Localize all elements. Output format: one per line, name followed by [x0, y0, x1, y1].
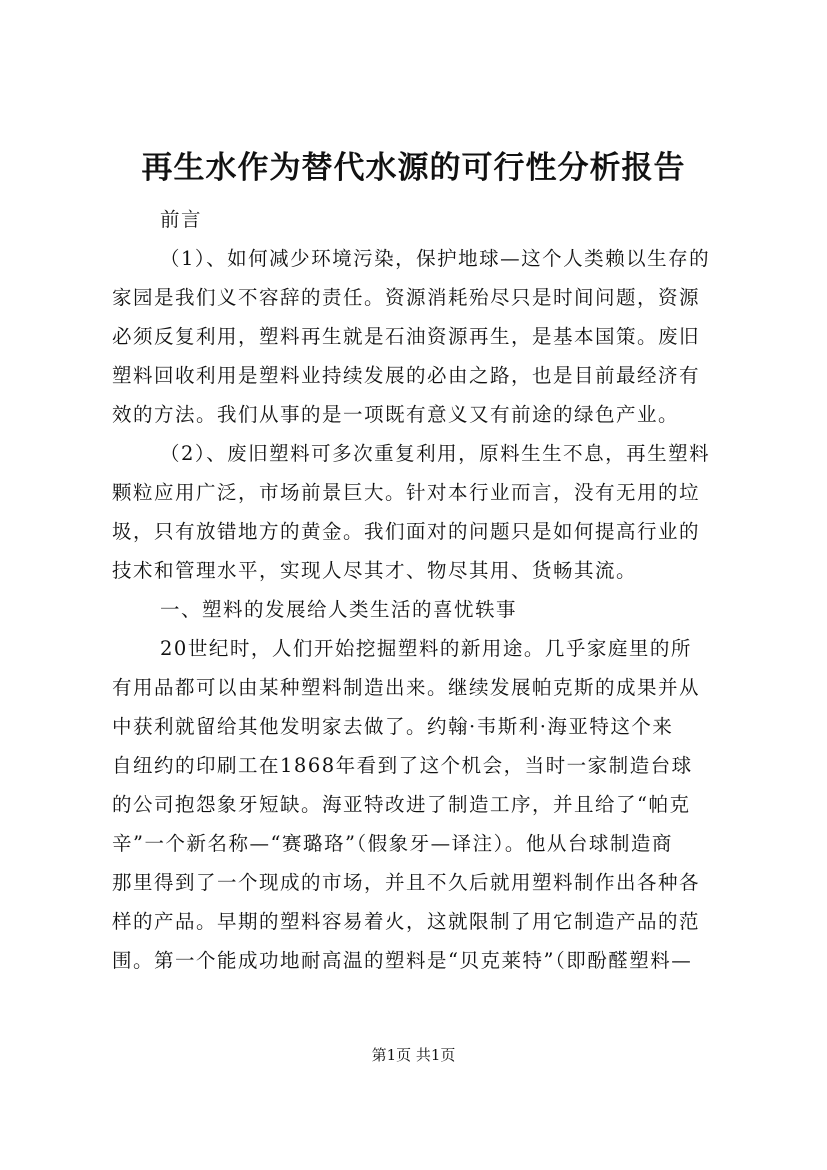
- text-line: 有用品都可以由某种塑料制造出来。继续发展帕克斯的成果并从: [112, 676, 701, 699]
- text-line: 那里得到了一个现成的市场，并且不久后就用塑料制作出各种各: [112, 871, 701, 894]
- page-footer: 第1页 共1页: [371, 1046, 456, 1064]
- text-line: （2）、废旧塑料可多次重复利用，原料生生不息，再生塑料: [160, 442, 711, 465]
- paragraph: [112, 434, 724, 590]
- text-line: 围。第一个能成功地耐高温的塑料是“贝克莱特”（即酚醛塑料—: [112, 949, 693, 972]
- paragraph: [112, 590, 724, 629]
- text-line: 辛”一个新名称—“赛璐珞”（假象牙—译注）。他从台球制造商: [112, 832, 673, 855]
- document-title: 再生水作为替代水源的可行性分析报告: [141, 150, 686, 186]
- text-line: 自纽约的印刷工在1868年看到了这个机会，当时一家制造台球: [112, 754, 693, 777]
- text-line: 中获利就留给其他发明家去做了。约翰·韦斯利·海亚特这个来: [112, 715, 674, 738]
- text-line: 的公司抱怨象牙短缺。海亚特改进了制造工序，并且给了“帕克: [112, 793, 691, 816]
- text-line: 圾，只有放错地方的黄金。我们面对的问题只是如何提高行业的: [112, 520, 701, 543]
- text-line: 前言: [160, 208, 203, 231]
- section-heading: 一、塑料的发展给人类生活的喜忧轶事: [160, 598, 518, 621]
- paragraph: [112, 239, 724, 434]
- text-line: 效的方法。我们从事的是一项既有意义又有前途的绿色产业。: [112, 403, 680, 426]
- text-line: 技术和管理水平，实现人尽其才、物尽其用、货畅其流。: [112, 559, 638, 582]
- text-line: 样的产品。早期的塑料容易着火，这就限制了用它制造产品的范: [112, 910, 701, 933]
- text-line: （1）、如何减少环境污染，保护地球—这个人类赖以生存的: [160, 247, 711, 270]
- text-line: 颗粒应用广泛，市场前景巨大。针对本行业而言，没有无用的垃: [112, 481, 701, 504]
- paragraph: [112, 629, 724, 980]
- text-line: 必须反复利用，塑料再生就是石油资源再生，是基本国策。废旧: [112, 325, 701, 348]
- text-line: 塑料回收利用是塑料业持续发展的必由之路，也是目前最经济有: [112, 364, 701, 387]
- text-line: 20世纪时，人们开始挖掘塑料的新用途。几乎家庭里的所: [160, 637, 692, 660]
- text-line: 家园是我们义不容辞的责任。资源消耗殆尽只是时间问题，资源: [112, 286, 701, 309]
- document-body: [112, 200, 724, 980]
- paragraph: [112, 200, 724, 239]
